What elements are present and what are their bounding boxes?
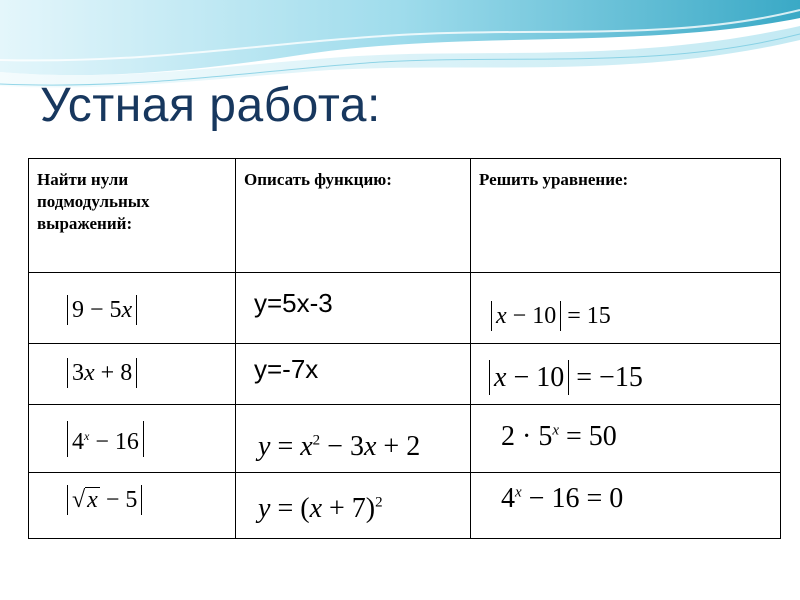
function-expression: y=5x-3 [254, 288, 333, 318]
zeros-cell [29, 273, 236, 344]
zeros-expression: √x − 5 [67, 485, 142, 515]
table-row [29, 405, 781, 473]
equation-expression: x − 10 = 15 [491, 301, 611, 331]
equation-cell [471, 273, 781, 344]
zeros-expression: 3x + 8 [67, 358, 137, 388]
function-cell [236, 473, 471, 539]
function-cell [236, 273, 471, 344]
zeros-expression: $4^x - 16$ [67, 421, 144, 457]
function-expression: $y = (x + 7)^2$ [258, 493, 383, 524]
zeros-cell [29, 473, 236, 539]
header-solve-equation: Решить уравнение: [471, 159, 781, 273]
zeros-cell [29, 405, 236, 473]
exercise-table [28, 158, 781, 539]
zeros-expression: 9 − 5x [67, 295, 137, 325]
function-cell [236, 344, 471, 405]
function-cell [236, 405, 471, 473]
equation-cell [471, 405, 781, 473]
zeros-cell [29, 344, 236, 405]
header-find-zeros: Найти нули подмодульных выражений: [29, 159, 236, 273]
slide-title: Устная работа: [40, 79, 381, 132]
equation-expression: $2 \cdot 5^x = 50$ [501, 421, 617, 452]
header-describe-function: Описать функцию: [236, 159, 471, 273]
table-row [29, 473, 781, 539]
table-row [29, 344, 781, 405]
function-expression: y=-7x [254, 354, 319, 384]
table-row [29, 273, 781, 344]
function-expression: $y = x^2 - 3x + 2$ [258, 431, 421, 462]
table-header-row [29, 159, 781, 273]
equation-expression: $4^x - 16 = 0$ [501, 483, 624, 514]
equation-expression: x − 10 = −15 [489, 360, 643, 395]
equation-cell [471, 473, 781, 539]
equation-cell [471, 344, 781, 405]
